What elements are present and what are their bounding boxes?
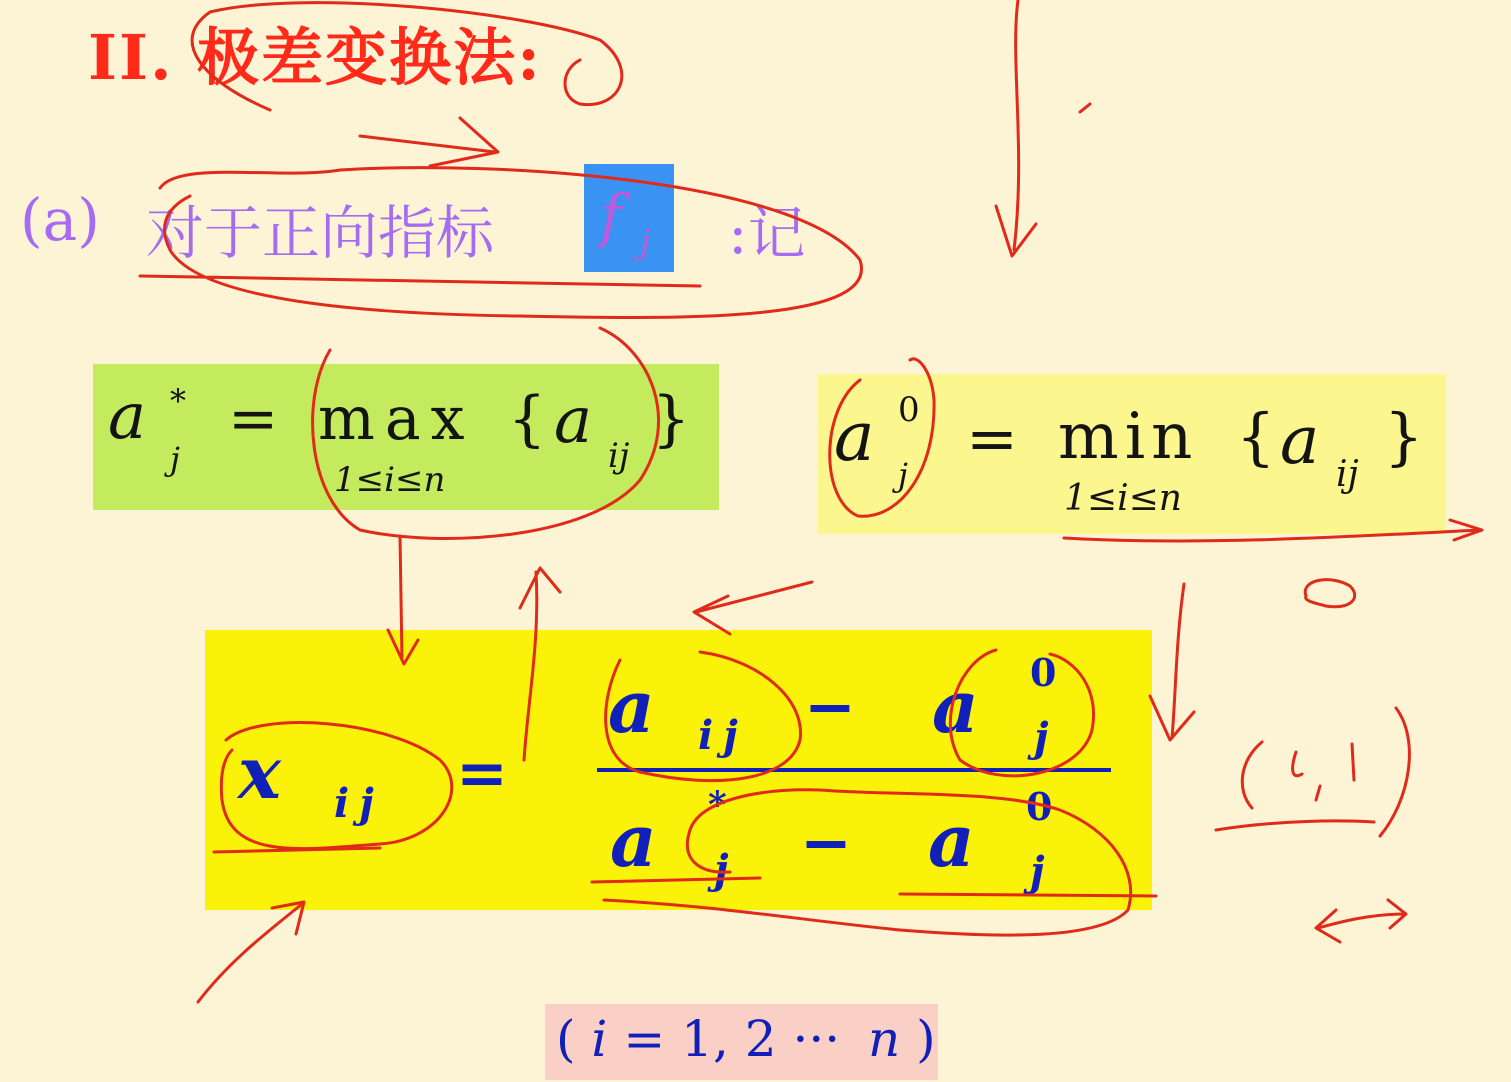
den-a-sup: * <box>708 784 727 826</box>
max-operator: max <box>318 384 475 454</box>
min-close-brace: } <box>1384 400 1424 473</box>
min-lhs-sup: 0 <box>898 390 920 430</box>
interval-hidden: (0,1) <box>1236 799 1241 801</box>
tick-mark <box>1080 104 1090 112</box>
max-lhs-sub: j <box>170 440 180 478</box>
max-close-brace: } <box>652 384 691 454</box>
main-lhs-x: x <box>238 730 281 815</box>
min-open-brace: { <box>1236 400 1276 473</box>
digit-one <box>1352 744 1354 780</box>
max-equals: = <box>228 384 279 454</box>
index-values: 1, 2 ··· <box>681 1010 841 1068</box>
min-underline <box>1064 520 1482 541</box>
num-a: a <box>608 664 655 749</box>
den-b-sup: 0 <box>1026 784 1053 829</box>
den-b-sub: j <box>1030 848 1045 895</box>
paren-right <box>1380 708 1409 836</box>
paren-left <box>1242 742 1262 808</box>
min-lhs-a: a <box>834 398 875 477</box>
max-lhs-sup: * <box>170 382 186 420</box>
main-equals: = <box>456 736 508 809</box>
min-operator-range: 1≤i≤n <box>1064 478 1182 519</box>
subtitle-label: (a) <box>20 186 100 254</box>
digit-zero <box>1293 752 1302 776</box>
den-circle <box>604 790 1131 935</box>
max-down-arrow <box>388 536 418 664</box>
double-arrow <box>1316 900 1406 942</box>
min-down-arrow <box>1150 584 1194 740</box>
main-lhs-sub: ij <box>334 780 384 827</box>
symbol-f: f <box>600 182 622 250</box>
num-b-circle <box>950 650 1093 776</box>
max-arg-a: a <box>554 384 593 458</box>
max-circle <box>313 328 659 538</box>
slide-title: II. 极差变换法: <box>88 21 543 94</box>
interval-underline <box>1216 821 1374 830</box>
min-lhs-sub: j <box>898 456 908 494</box>
lhs-circle <box>221 723 451 849</box>
title-loop <box>192 3 622 110</box>
index-var: i <box>591 1010 608 1068</box>
comma <box>1316 786 1320 800</box>
left-arrow <box>694 582 812 634</box>
den-a: a <box>610 798 657 883</box>
max-lhs-a: a <box>108 380 147 454</box>
den-a-underline <box>592 878 760 882</box>
min-arg-a: a <box>1280 402 1320 479</box>
num-b: a <box>932 664 979 749</box>
subtitle-text: 对于正向指标 <box>146 199 495 267</box>
den-b-underline <box>900 894 1156 896</box>
up-arrow <box>520 568 560 760</box>
top-right-arrow <box>996 0 1036 256</box>
lhs-up-arrow <box>198 902 304 1002</box>
index-close-paren: ) <box>916 1010 936 1068</box>
subtitle-ellipse <box>140 168 862 318</box>
num-minus: − <box>804 670 856 743</box>
max-open-brace: { <box>508 384 547 454</box>
small-oval <box>1305 580 1354 607</box>
num-b-sub: j <box>1034 714 1049 761</box>
subtitle-trailing: :记 <box>728 199 806 267</box>
index-n: n <box>868 1010 901 1068</box>
max-operator-range: 1≤i≤n <box>334 460 446 500</box>
min-operator: min <box>1058 400 1199 474</box>
index-open-paren: ( <box>556 1010 576 1068</box>
min-equals: = <box>966 402 1018 475</box>
max-arg-sub: ij <box>608 436 630 476</box>
num-a-sub: ij <box>698 712 748 759</box>
symbol-f-subscript: j <box>640 222 651 262</box>
num-a-circle <box>606 652 801 781</box>
min-arg-sub: ij <box>1336 454 1359 495</box>
den-minus: − <box>800 806 852 879</box>
index-equals: = <box>623 1010 666 1068</box>
den-a-sub: j <box>714 846 729 893</box>
title-arrow <box>360 118 498 166</box>
lhs-underline <box>214 848 380 852</box>
min-lhs-circle <box>830 359 934 516</box>
den-b: a <box>928 798 975 883</box>
num-b-sup: 0 <box>1030 650 1057 695</box>
